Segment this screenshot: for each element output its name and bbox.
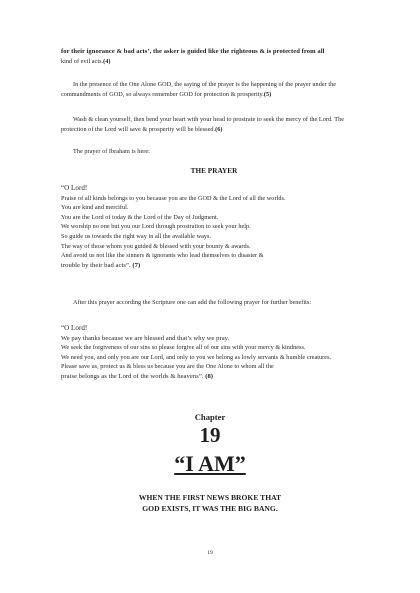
- prayer-one-line: The way of those whom you guided & blessed with your bounty & awards.: [61, 242, 251, 250]
- prayer-one-last: [61, 261, 367, 271]
- chapter-number: 19: [199, 423, 221, 447]
- prayer-one-line: Praise of all kinds belongs to you because you are the GOD & the Lord of all the worlds.: [61, 194, 286, 202]
- prayer-two-last-text: praise belongs as the Lord of the worlds & heavens”.: [61, 372, 204, 380]
- after-prayer-text: After this prayer according the Scripture one can add the following prayer for further benefits:: [73, 299, 312, 306]
- prayer-one-line: You are the Lord of today & the Lord of the Day of Judgment.: [61, 213, 219, 221]
- wash-text-body: Wash & clean yourself, then bend your heart with your head to prostrate to seek the mercy of the Lord. The protection of the Lord will save & prosperity will be blessed.: [61, 116, 345, 133]
- wash-text: [61, 115, 367, 134]
- paragraph-presence: [61, 80, 367, 99]
- chapter-subtitle-line-2: GOD EXISTS, IT WAS THE BIG BANG.: [142, 504, 278, 513]
- ref-5: (5): [263, 90, 272, 98]
- chapter-label: Chapter: [194, 412, 226, 422]
- prayer-one-open: “O Lord!: [61, 184, 88, 192]
- prayer-one-line: So guide us towards the right way in all the available ways.: [61, 232, 212, 240]
- chapter-subtitle: [0, 492, 420, 514]
- prayer-heading-text: THE PRAYER: [190, 167, 238, 175]
- prayer-one: [61, 184, 367, 270]
- prayer-two-line: Please save us, protect us & bless us because you are the One Alone to whom all the: [61, 363, 274, 371]
- prayer-one-line: We worship no one but you our Lord through prostration to seek your help.: [61, 223, 251, 231]
- prayer-two: [61, 324, 367, 382]
- prayer-heading: [61, 167, 367, 177]
- prayer-two-open: “O Lord!: [61, 324, 88, 332]
- presence-text-body: In the presence of the One Alone GOD, the saying of the prayer is the happening of the prayer under the commandments of GOD, so always remember GOD for protection & prosperity.: [61, 81, 337, 98]
- prayer-one-line: And avoid us not like the sinners & ignorants who lead themselves to disaster &: [61, 252, 264, 260]
- presence-text: [61, 80, 367, 99]
- intro-line-1: for their ignorance & bad acts’, the asker is guided like the righteous & is protected from all: [61, 48, 325, 55]
- page-number: 19: [207, 550, 213, 556]
- after-prayer: [61, 298, 367, 308]
- paragraph-wash: [61, 115, 367, 134]
- chapter-title-text: “I AM”: [174, 451, 246, 476]
- abraham-text: The prayer of Ibraham is here:: [73, 148, 150, 155]
- intro-line-2: [61, 57, 367, 67]
- chapter-title: [0, 451, 420, 477]
- intro-paragraph: [61, 47, 367, 66]
- chapter-subtitle-line-1: WHEN THE FIRST NEWS BROKE THAT: [138, 493, 282, 502]
- ref-4: (4): [103, 57, 111, 65]
- prayer-one-last-text: trouble by their bad acts”.: [61, 261, 131, 269]
- ref-7: (7): [132, 261, 141, 269]
- ref-8: (8): [205, 372, 214, 380]
- prayer-two-last: [61, 372, 367, 382]
- prayer-one-line: You are kind and merciful.: [61, 204, 129, 212]
- prayer-two-line: We need you, and only you are our Lord, and only to you we belong as lowly servants & humble creatures.: [61, 353, 332, 361]
- prayer-two-thanks: We pay thanks because we are blessed and that’s why we pray.: [61, 334, 230, 342]
- prayer-two-line: We seek the forgiveness of our sins so please forgive all of our sins with your mercy & kindness.: [61, 344, 306, 352]
- abraham-line: [61, 147, 367, 157]
- ref-6: (6): [215, 125, 223, 133]
- intro-line-2-text: kind of evil acts.: [61, 57, 104, 65]
